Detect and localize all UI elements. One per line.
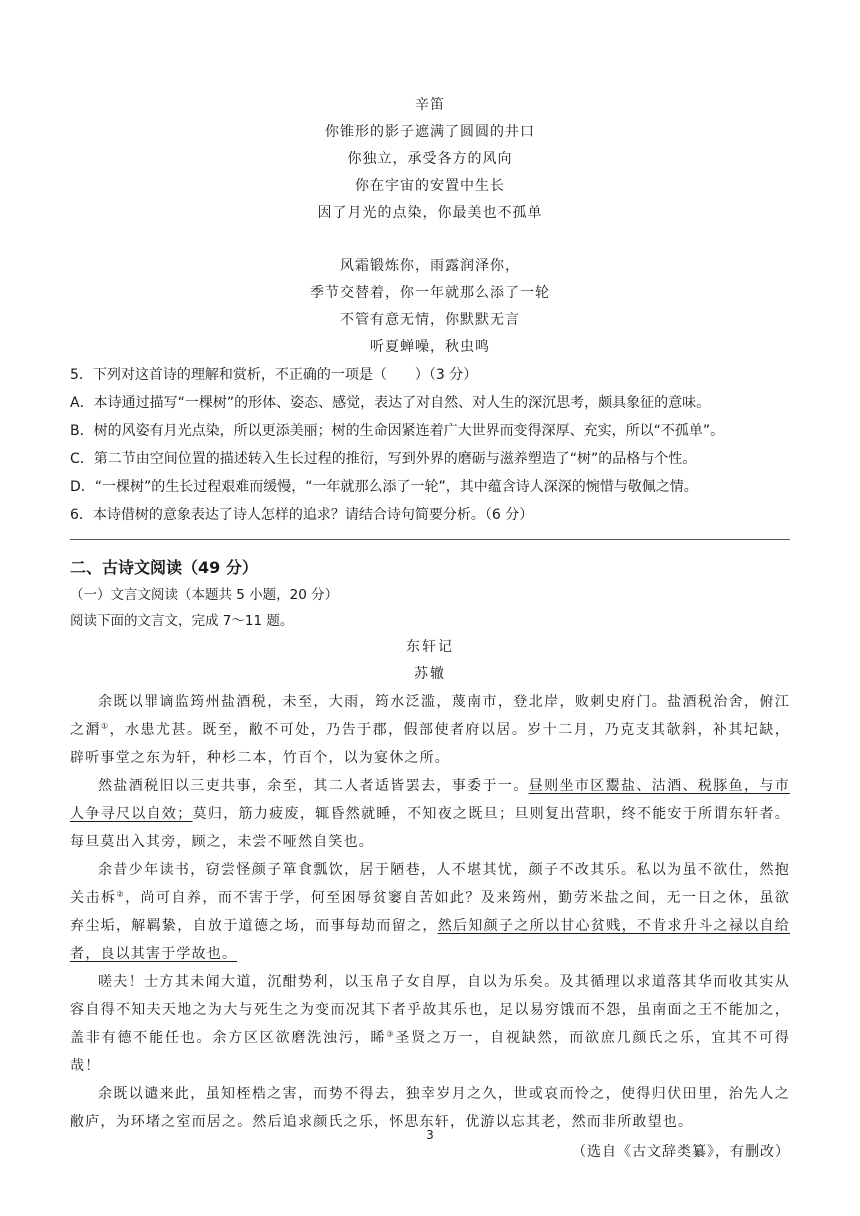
instruction: 阅读下面的文言文，完成 7～11 题。 [70, 613, 294, 629]
footnote-marker: ① [100, 721, 110, 731]
section-title: 二、古诗文阅读（49 分） [70, 558, 258, 577]
poem-line: 风霜锻炼你，雨露润泽你， [340, 258, 520, 274]
essay-paragraph-4: 嗟夫！士方其未闻大道，沉酣势利，以玉帛子女自厚，自以为乐矣。及其循理以求道落其华而收其实从容自得不知夫天地之为大与死生之为变而况其下者乎故其乐也，足以易穷饿而不怨，虽南面之王不能加之，盖非有德不能任也。余方区区欲磨洗浊污，睎③圣贤之万一，自视缺然，而欲庶几颜氏之乐，宜其不可得哉！ [70, 974, 791, 1074]
poem-line: 你在宇宙的安置中生长 [355, 178, 505, 194]
poem [70, 92, 790, 361]
page-number: 3 [426, 1128, 434, 1142]
poem-line: 你独立，承受各方的风向 [347, 151, 513, 167]
source-citation: （选自《古文辞类纂》，有删改） [572, 1144, 790, 1160]
page-body [70, 92, 790, 1166]
essay-paragraph-3: 余昔少年读书，窃尝怪颜子箪食瓢饮，居于陋巷，人不堪其忧，颜子不改其乐。私以为虽不欲仕，然抱关击柝②，尚可自养，而不害于学，何至困辱贫窭自苦如此？及来筠州，勤劳米盐之间，无一日之休，虽欲弃尘垢，解羁絷，自放于道德之场，而事每劫而留之，然后知颜子之所以甘心贫贱，不肯求升斗之禄以自给者，良以其害于学故也。 [70, 862, 791, 962]
option-c: C．第二节由空间位置的描述转入生长过程的推衍，写到外界的磨砺与滋养塑造了“树”的品格与个性。 [70, 451, 697, 467]
poem-line: 不管有意无情，你默默无言 [340, 312, 520, 328]
poem-line: 季节交替着，你一年就那么添了一轮 [310, 285, 550, 301]
option-b: B．树的风姿有月光点染，所以更添美丽；树的生命因紧连着广大世界而变得深厚、充实，所以“不孤单”。 [70, 423, 725, 439]
poem-author: 辛笛 [415, 97, 445, 113]
questions [70, 361, 790, 529]
section-divider [70, 539, 790, 540]
underlined-sentence: 然后知颜子之所以甘心贫贱，不肯求升斗之禄以自给者，良以其害于学故也。 [70, 918, 790, 962]
essay-paragraph-5: 余既以谴来此，虽知桎梏之害，而势不得去，独幸岁月之久，世或哀而怜之，使得归伏田里，治先人之敝庐，为环堵之室而居之。然后追求颜氏之乐，怀思东轩，优游以忘其老，然而非所敢望也。 [70, 1086, 790, 1130]
option-d: D．“一棵树”的生长过程艰难而缓慢，“一年就那么添了一轮”，其中蕴含诗人深深的惋惜与敬佩之情。 [70, 479, 698, 495]
poem-line: 因了月光的点染，你最美也不孤单 [317, 205, 543, 221]
question-5: 5．下列对这首诗的理解和赏析，不正确的一项是（ ）（3 分） [70, 367, 478, 383]
footnote-marker: ③ [386, 1029, 396, 1039]
poem-line: 听夏蝉噪，秋虫鸣 [370, 339, 490, 355]
essay-paragraph-1: 余既以罪谪监筠州盐酒税，未至，大雨，筠水泛滥，蔑南市，登北岸，败刺史府门。盐酒税治舍，俯江之漘①，水患尤甚。既至，敝不可处，乃告于郡，假部使者府以居。岁十二月，乃克支其欹斜，补其圮缺，辟听事堂之东为轩，种杉二本，竹百个，以为宴休之所。 [70, 694, 791, 766]
question-6: 6．本诗借树的意象表达了诗人怎样的追求？请结合诗句简要分析。（6 分） [70, 507, 534, 523]
poem-line: 你锥形的影子遮满了圆圆的井口 [325, 124, 535, 140]
essay-author: 苏辙 [414, 666, 446, 682]
subsection-title: （一）文言文阅读（本题共 5 小题，20 分） [70, 587, 339, 603]
underlined-sentence: 昼则坐市区鬻盐、沽酒、税豚鱼，与市人争寻尺以自效； [70, 778, 790, 822]
footnote-marker: ② [116, 889, 126, 899]
essay-title: 东轩记 [406, 639, 454, 655]
option-a: A．本诗通过描写“一棵树”的形体、姿态、感觉，表达了对自然、对人生的深沉思考，颇具象征的意味。 [70, 395, 711, 411]
essay-paragraph-2: 然盐酒税旧以三吏共事，余至，其二人者适皆罢去，事委于一。昼则坐市区鬻盐、沽酒、税豚鱼，与市人争寻尺以自效；莫归，筋力疲废，辄昏然就睡，不知夜之既旦；旦则复出营职，终不能安于所谓东轩者。每旦莫出入其旁，顾之，未尝不哑然自笑也。 [70, 778, 790, 850]
